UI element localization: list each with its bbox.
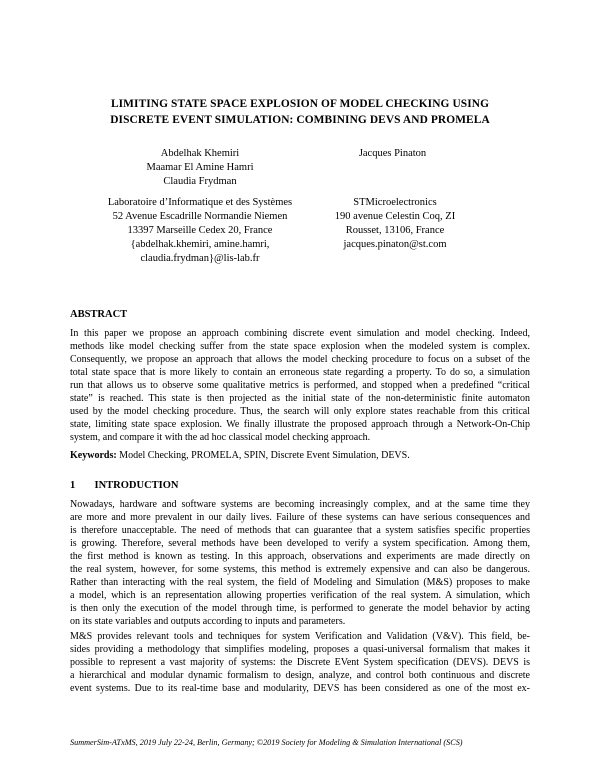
abstract-line: system, and compare it with the ad hoc classical model checking approach.	[70, 432, 371, 444]
affiliation-right	[300, 196, 490, 252]
intro-line: M&S provides relevant tools and techniques for system Verification and Validation (V&V). This field, be-	[70, 631, 530, 642]
keywords	[70, 449, 530, 462]
affiliation-left	[80, 196, 320, 266]
abstract-line: used by the model checking procedure. Thus, the search will only explore states reachable from this critical	[70, 406, 530, 418]
intro-line: Rather than interacting with the real system, the field of Modeling and Simulation (M&S) proposes to make	[70, 577, 530, 589]
affiliation-line: STMicroelectronics	[353, 197, 437, 208]
affiliation-email: {abdelhak.khemiri, amine.hamri,	[130, 239, 270, 250]
intro-line: is growing. Therefore, several methods have been developed to verify a system specification. Among them,	[70, 538, 530, 550]
abstract-line: total state space that is more likely to contain an erroneous state regarding a property. To do so, a simulation	[70, 367, 530, 379]
intro-line: is then only the execution of the model through time, is performed to generate the model behavior by acting	[70, 603, 530, 615]
affiliation-line: Laboratoire d’Informatique et des Systèmes	[107, 197, 293, 208]
abstract-paragraph	[70, 327, 530, 444]
abstract-line: In this paper we propose an approach combining discrete event simulation and model checking. Indeed,	[70, 328, 530, 339]
section-number: 1	[70, 480, 76, 491]
affiliation-line: Rousset, 13106, France	[345, 225, 445, 236]
keywords-label: Keywords:	[70, 450, 117, 461]
author-name: Maamar El Amine Hamri	[146, 162, 254, 173]
intro-line: event systems. Due to its real-time base and modularity, DEVS has been considered as one of the most ex-	[70, 683, 530, 695]
intro-line: a hierarchical and modular dynamic formalism to design, analyze, and control both continuous and discrete	[70, 670, 530, 682]
intro-paragraph-1	[70, 498, 530, 628]
authors-left	[100, 147, 300, 189]
abstract-line: run that allows us to observe some qualitative metrics is performed, and stopped when a predefined “critical	[70, 380, 530, 392]
intro-line: sides providing a methodology that simplifies modeling, proposes a quasi-universal formalism that makes it	[70, 644, 530, 656]
author-name: Claudia Frydman	[163, 176, 237, 187]
affiliation-line: 190 avenue Celestin Coq, ZI	[334, 211, 456, 222]
affiliation-line: 52 Avenue Escadrille Normandie Niemen	[112, 211, 288, 222]
authors-right	[310, 147, 475, 161]
abstract-line: state” is reached. This state is then projected as the initial state of the non-deterministic finite automaton	[70, 393, 530, 405]
intro-line: are more and more prevalent in our daily lives. Failure of these systems can have serious consequences and	[70, 512, 530, 524]
author-name: Abdelhak Khemiri	[160, 148, 240, 159]
affiliation-line: 13397 Marseille Cedex 20, France	[127, 225, 273, 236]
intro-line: is therefore unacceptable. The need of methods that can guarantee that a system satisfies specific properties	[70, 525, 530, 537]
abstract-line: methods like model checking suffer from the state space explosion when the modeled system is complex.	[70, 341, 530, 353]
title-line-2: DISCRETE EVENT SIMULATION: COMBINING DEVS AND PROMELA	[110, 114, 490, 126]
intro-line: on its state variables and outputs according to inputs and parameters.	[70, 616, 346, 628]
copyright-symbol: ©	[256, 738, 264, 747]
intro-line: a model, which is an representation allowing properties verification of the real system. A simulation, which	[70, 590, 530, 602]
author-name: Jacques Pinaton	[358, 148, 427, 159]
intro-line: Nowadays, hardware and software systems are becoming increasingly complex, and at the same time they	[70, 499, 530, 510]
intro-line: the real system, however, for some systems, this method is extremely expensive and can also be dangerous.	[70, 564, 530, 576]
section-heading	[70, 479, 179, 493]
footer-society: 2019 Society for Modeling & Simulation International (SCS)	[263, 738, 463, 747]
intro-line: possible to represent a vast majority of systems: the Discrete EVent System specification (DEVS). DEVS is	[70, 657, 530, 669]
footer-conference: SummerSim-ATxMS, 2019 July 22-24, Berlin, Germany;	[70, 738, 257, 747]
intro-paragraph-2	[70, 630, 530, 695]
section-title: INTRODUCTION	[94, 480, 179, 491]
keywords-text: Model Checking, PROMELA, SPIN, Discrete Event Simulation, DEVS.	[116, 450, 410, 461]
affiliation-email: claudia.frydman}@lis-lab.fr	[140, 253, 260, 264]
intro-line: the first method is known as testing. In this approach, observations and experiments are made directly on	[70, 551, 530, 563]
affiliation-email: jacques.pinaton@st.com	[343, 239, 447, 250]
abstract-heading: ABSTRACT	[70, 309, 128, 320]
paper-title	[60, 96, 540, 128]
page-footer	[70, 738, 463, 747]
abstract-line: state, limiting state space explosion. We finally illustrate the proposed approach through a Network-On-Chip	[70, 419, 530, 431]
title-line-1: LIMITING STATE SPACE EXPLOSION OF MODEL CHECKING USING	[110, 98, 490, 110]
abstract-line: Consequently, we propose an approach that allows the model checking procedure to focus on a subset of the	[70, 354, 530, 366]
